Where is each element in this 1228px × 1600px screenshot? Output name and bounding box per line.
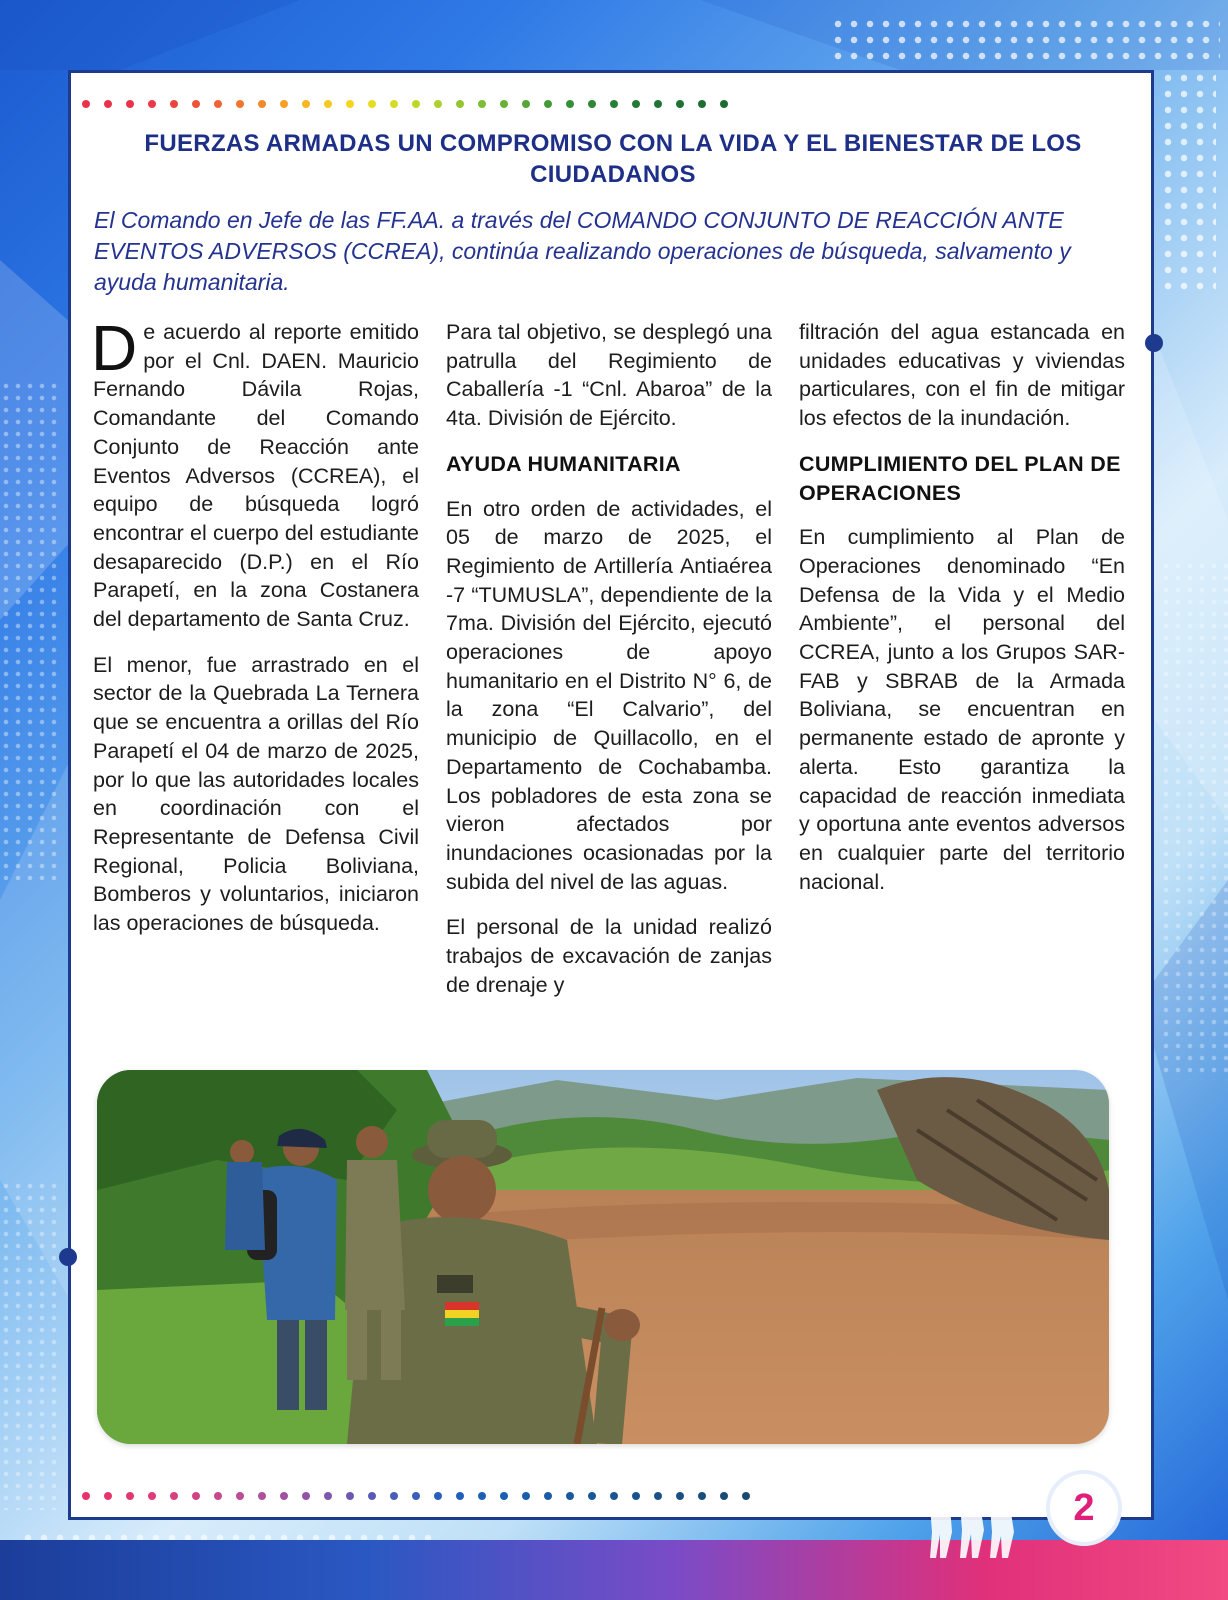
- color-dot: [346, 1492, 354, 1500]
- paragraph: En otro orden de actividades, el 05 de marzo de 2025, el Regimiento de Artillería Antiaérea -7 “TUMUSLA”, dependiente de la 7ma. División del Ejército, ejecutó operaciones de apoyo humanitario en el Distrito N° 6, de la zona “El Calvario”, del municipio de Quillacollo, en el Departamento de Cochabamba. Los pobladores de esta zona se vieron afectados por inundaciones ocasionadas por la subida del nivel de las aguas.: [446, 496, 772, 894]
- color-dot: [82, 100, 90, 108]
- color-dot: [720, 1492, 728, 1500]
- paragraph-text: e acuerdo al reporte emitido por el Cnl. DAEN. Mauricio Fernando Dávila Rojas, Comandante del Comando Conjunto de Reacción ante Eventos Adversos (CCREA), el equipo de búsqueda logró encontrar el cuerpo del estudiante desaparecido (D.P.) en el Río Parapetí, en la zona Costanera del departamento de Santa Cruz.: [93, 320, 419, 632]
- color-dot: [500, 1492, 508, 1500]
- color-dot: [588, 1492, 596, 1500]
- color-dot: [126, 100, 134, 108]
- color-dot: [390, 100, 398, 108]
- dot-pattern: [0, 380, 60, 880]
- page-number: 2: [1046, 1470, 1122, 1546]
- color-dot: [192, 1492, 200, 1500]
- color-dot: [148, 1492, 156, 1500]
- section-heading: CUMPLIMIENTO DEL PLAN DE OPERACIONES: [799, 451, 1121, 505]
- color-dot: [258, 100, 266, 108]
- color-dot: [214, 100, 222, 108]
- color-dot: [434, 1492, 442, 1500]
- color-dot: [148, 100, 156, 108]
- square-pattern: [830, 16, 1220, 66]
- color-dot: [412, 1492, 420, 1500]
- article-title: FUERZAS ARMADAS UN COMPROMISO CON LA VIDA Y EL BIENESTAR DE LOS CIUDADANOS: [144, 130, 1082, 188]
- photo-illustration: [97, 1070, 1109, 1444]
- color-dot: [588, 100, 596, 108]
- color-dot: [302, 100, 310, 108]
- color-dot: [104, 100, 112, 108]
- section-heading: AYUDA HUMANITARIA: [446, 451, 681, 476]
- color-dot: [698, 100, 706, 108]
- paragraph: En cumplimiento al Plan de Operaciones denominado “En Defensa de la Vida y el Medio Ambiente”, el personal del CCREA, junto a los Grupos SAR-FAB y SBRAB de la Armada Boliviana, se encuentran en permanente estado de apronte y alerta. Esto garantiza la capacidad de reacción inmediata y oportuna ante eventos adversos en cualquier parte del territorio nacional.: [799, 525, 1125, 894]
- bottom-gradient-band: [0, 1540, 1228, 1600]
- square-pattern: [1160, 70, 1216, 290]
- text-column-3: [799, 318, 1125, 913]
- paragraph: El personal de la unidad realizó trabajos de excavación de zanjas de drenaje y: [446, 915, 772, 997]
- color-dot: [302, 1492, 310, 1500]
- color-dot: [258, 1492, 266, 1500]
- color-dot: [566, 1492, 574, 1500]
- color-dot: [192, 100, 200, 108]
- color-dot: [412, 100, 420, 108]
- color-dot: [324, 1492, 332, 1500]
- text-column-1: [91, 312, 419, 955]
- color-dot: [368, 100, 376, 108]
- river-operation-photo: [97, 1070, 1109, 1444]
- color-dot: [280, 100, 288, 108]
- top-color-dots: [82, 100, 728, 108]
- color-dot: [214, 1492, 222, 1500]
- color-dot: [544, 1492, 552, 1500]
- color-dot: [456, 1492, 464, 1500]
- color-dot: [324, 100, 332, 108]
- paragraph: El menor, fue arrastrado en el sector de la Quebrada La Ternera que se encuentra a orillas del Río Parapetí el 04 de marzo de 2025, por lo que las autoridades locales en coordinación con el Representante de Defensa Civil Regional, Policia Boliviana, Bomberos y voluntarios, iniciaron las operaciones de búsqueda.: [93, 652, 419, 936]
- dot-pattern: [0, 1180, 62, 1510]
- panel-edge-dot-right: [1145, 334, 1163, 352]
- color-dot: [522, 1492, 530, 1500]
- color-dot: [698, 1492, 706, 1500]
- color-dot: [610, 1492, 618, 1500]
- color-dot: [654, 100, 662, 108]
- panel-edge-dot-left: [59, 1248, 77, 1266]
- text-column-2: [446, 318, 772, 1016]
- paragraph: Para tal objetivo, se desplegó una patrulla del Regimiento de Caballería -1 “Cnl. Abaroa” de la 4ta. División de Ejército.: [446, 320, 772, 431]
- color-dot: [500, 100, 508, 108]
- dot-pattern: [1160, 560, 1228, 1080]
- color-dot: [82, 1492, 90, 1500]
- color-dot: [236, 100, 244, 108]
- color-dot: [126, 1492, 134, 1500]
- bottom-color-dots: [82, 1492, 750, 1500]
- color-dot: [654, 1492, 662, 1500]
- paragraph: [91, 312, 419, 634]
- color-dot: [522, 100, 530, 108]
- color-dot: [104, 1492, 112, 1500]
- color-dot: [280, 1492, 288, 1500]
- color-dot: [236, 1492, 244, 1500]
- drop-cap: D: [91, 312, 138, 384]
- color-dot: [478, 1492, 486, 1500]
- color-dot: [676, 1492, 684, 1500]
- color-dot: [632, 100, 640, 108]
- color-dot: [544, 100, 552, 108]
- color-dot: [368, 1492, 376, 1500]
- soldiers-silhouette-icon: [922, 1488, 1034, 1558]
- article-lead: El Comando en Jefe de las FF.AA. a través del COMANDO CONJUNTO DE REACCIÓN ANTE EVENTOS ADVERSOS (CCREA), continúa realizando operaciones de búsqueda, salvamento y ayuda humanitaria.: [94, 207, 1071, 295]
- color-dot: [610, 100, 618, 108]
- color-dot: [676, 100, 684, 108]
- color-dot: [742, 1492, 750, 1500]
- color-dot: [170, 100, 178, 108]
- color-dot: [456, 100, 464, 108]
- paragraph: filtración del agua estancada en unidades educativas y viviendas particulares, con el fin de mitigar los efectos de la inundación.: [799, 320, 1125, 431]
- color-dot: [390, 1492, 398, 1500]
- color-dot: [566, 100, 574, 108]
- color-dot: [720, 100, 728, 108]
- color-dot: [170, 1492, 178, 1500]
- color-dot: [434, 100, 442, 108]
- color-dot: [346, 100, 354, 108]
- color-dot: [478, 100, 486, 108]
- color-dot: [632, 1492, 640, 1500]
